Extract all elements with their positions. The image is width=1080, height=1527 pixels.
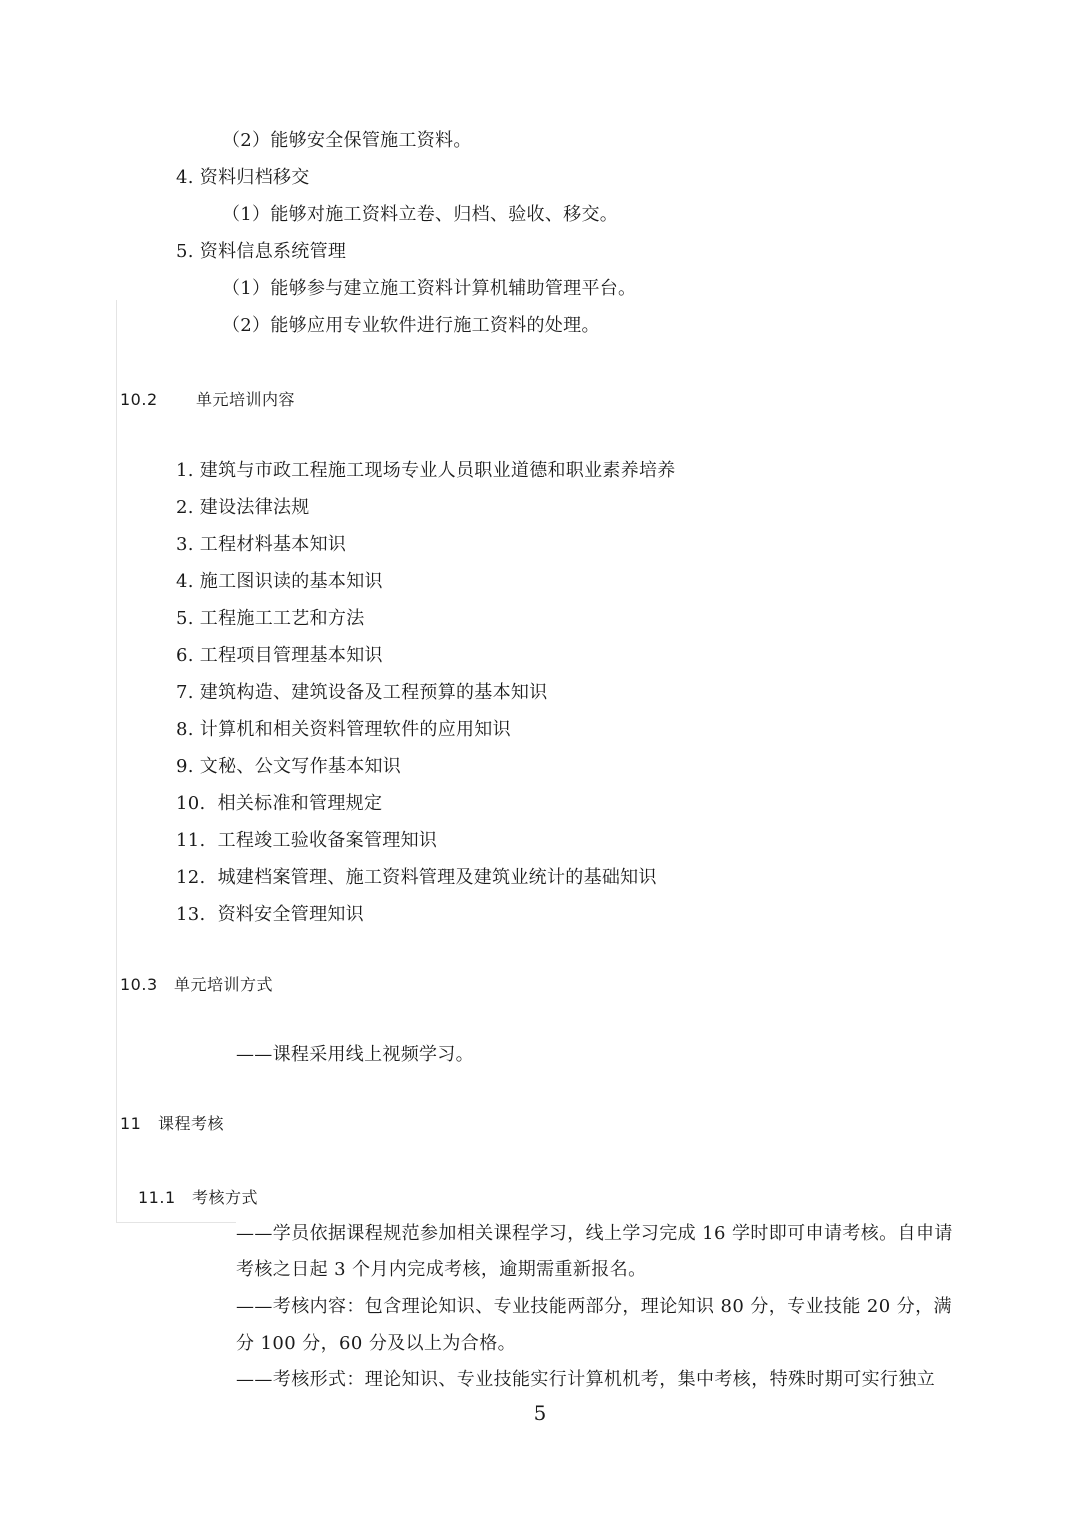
content-item: 7. 建筑构造、建筑设备及工程预算的基本知识 <box>176 682 548 703</box>
content-item: 11. 工程竣工验收备案管理知识 <box>176 830 438 851</box>
assessment-line: ——考核内容：包含理论知识、专业技能两部分，理论知识 80 分，专业技能 20 分，满 <box>236 1296 952 1317</box>
section-title: 考核方式 <box>192 1188 259 1207</box>
assessment-line: ——学员依据课程规范参加相关课程学习，线上学习完成 16 学时即可申请考核。自申请 <box>236 1223 953 1244</box>
content-item: 9. 文秘、公文写作基本知识 <box>176 756 402 777</box>
assessment-line: 考核之日起 3 个月内完成考核，逾期需重新报名。 <box>236 1259 647 1280</box>
section-heading-11 <box>120 1113 224 1135</box>
content-item: 4. 施工图识读的基本知识 <box>176 571 383 592</box>
section-title: 课程考核 <box>158 1114 225 1133</box>
page-number: 5 <box>533 1401 547 1425</box>
content-item: 2. 建设法律法规 <box>176 497 310 518</box>
section-number: 11 <box>120 1114 142 1133</box>
content-item: 10. 相关标准和管理规定 <box>176 793 383 814</box>
section-title: 单元培训方式 <box>174 975 274 994</box>
list-item: （1）能够对施工资料立卷、归档、验收、移交。 <box>222 204 619 225</box>
section-number: 10.2 <box>120 390 158 409</box>
list-item: （1）能够参与建立施工资料计算机辅助管理平台。 <box>222 278 637 299</box>
list-item: 5. 资料信息系统管理 <box>176 241 347 262</box>
content-item: 12. 城建档案管理、施工资料管理及建筑业统计的基础知识 <box>176 867 657 888</box>
section-heading-10-2 <box>120 389 295 411</box>
list-item: （2）能够应用专业软件进行施工资料的处理。 <box>222 315 600 336</box>
section-heading-10-3 <box>120 974 273 996</box>
margin-rule-vertical <box>116 300 117 1222</box>
content-item: 8. 计算机和相关资料管理软件的应用知识 <box>176 719 511 740</box>
content-item: 3. 工程材料基本知识 <box>176 534 347 555</box>
margin-rule-horizontal <box>116 1222 236 1223</box>
content-item: 1. 建筑与市政工程施工现场专业人员职业道德和职业素养培养 <box>176 460 676 481</box>
assessment-line: 分 100 分，60 分及以上为合格。 <box>236 1333 517 1354</box>
content-item: 13. 资料安全管理知识 <box>176 904 364 925</box>
section-title: 单元培训内容 <box>196 390 296 409</box>
list-item: 4. 资料归档移交 <box>176 167 310 188</box>
content-item: 5. 工程施工工艺和方法 <box>176 608 365 629</box>
assessment-line: ——考核形式：理论知识、专业技能实行计算机机考，集中考核，特殊时期可实行独立 <box>236 1369 936 1390</box>
content-item: 6. 工程项目管理基本知识 <box>176 645 383 666</box>
section-number: 11.1 <box>138 1188 176 1207</box>
training-method-text: ——课程采用线上视频学习。 <box>236 1044 474 1065</box>
section-number: 10.3 <box>120 975 158 994</box>
list-item: （2）能够安全保管施工资料。 <box>222 130 472 151</box>
section-heading-11-1 <box>138 1187 258 1209</box>
